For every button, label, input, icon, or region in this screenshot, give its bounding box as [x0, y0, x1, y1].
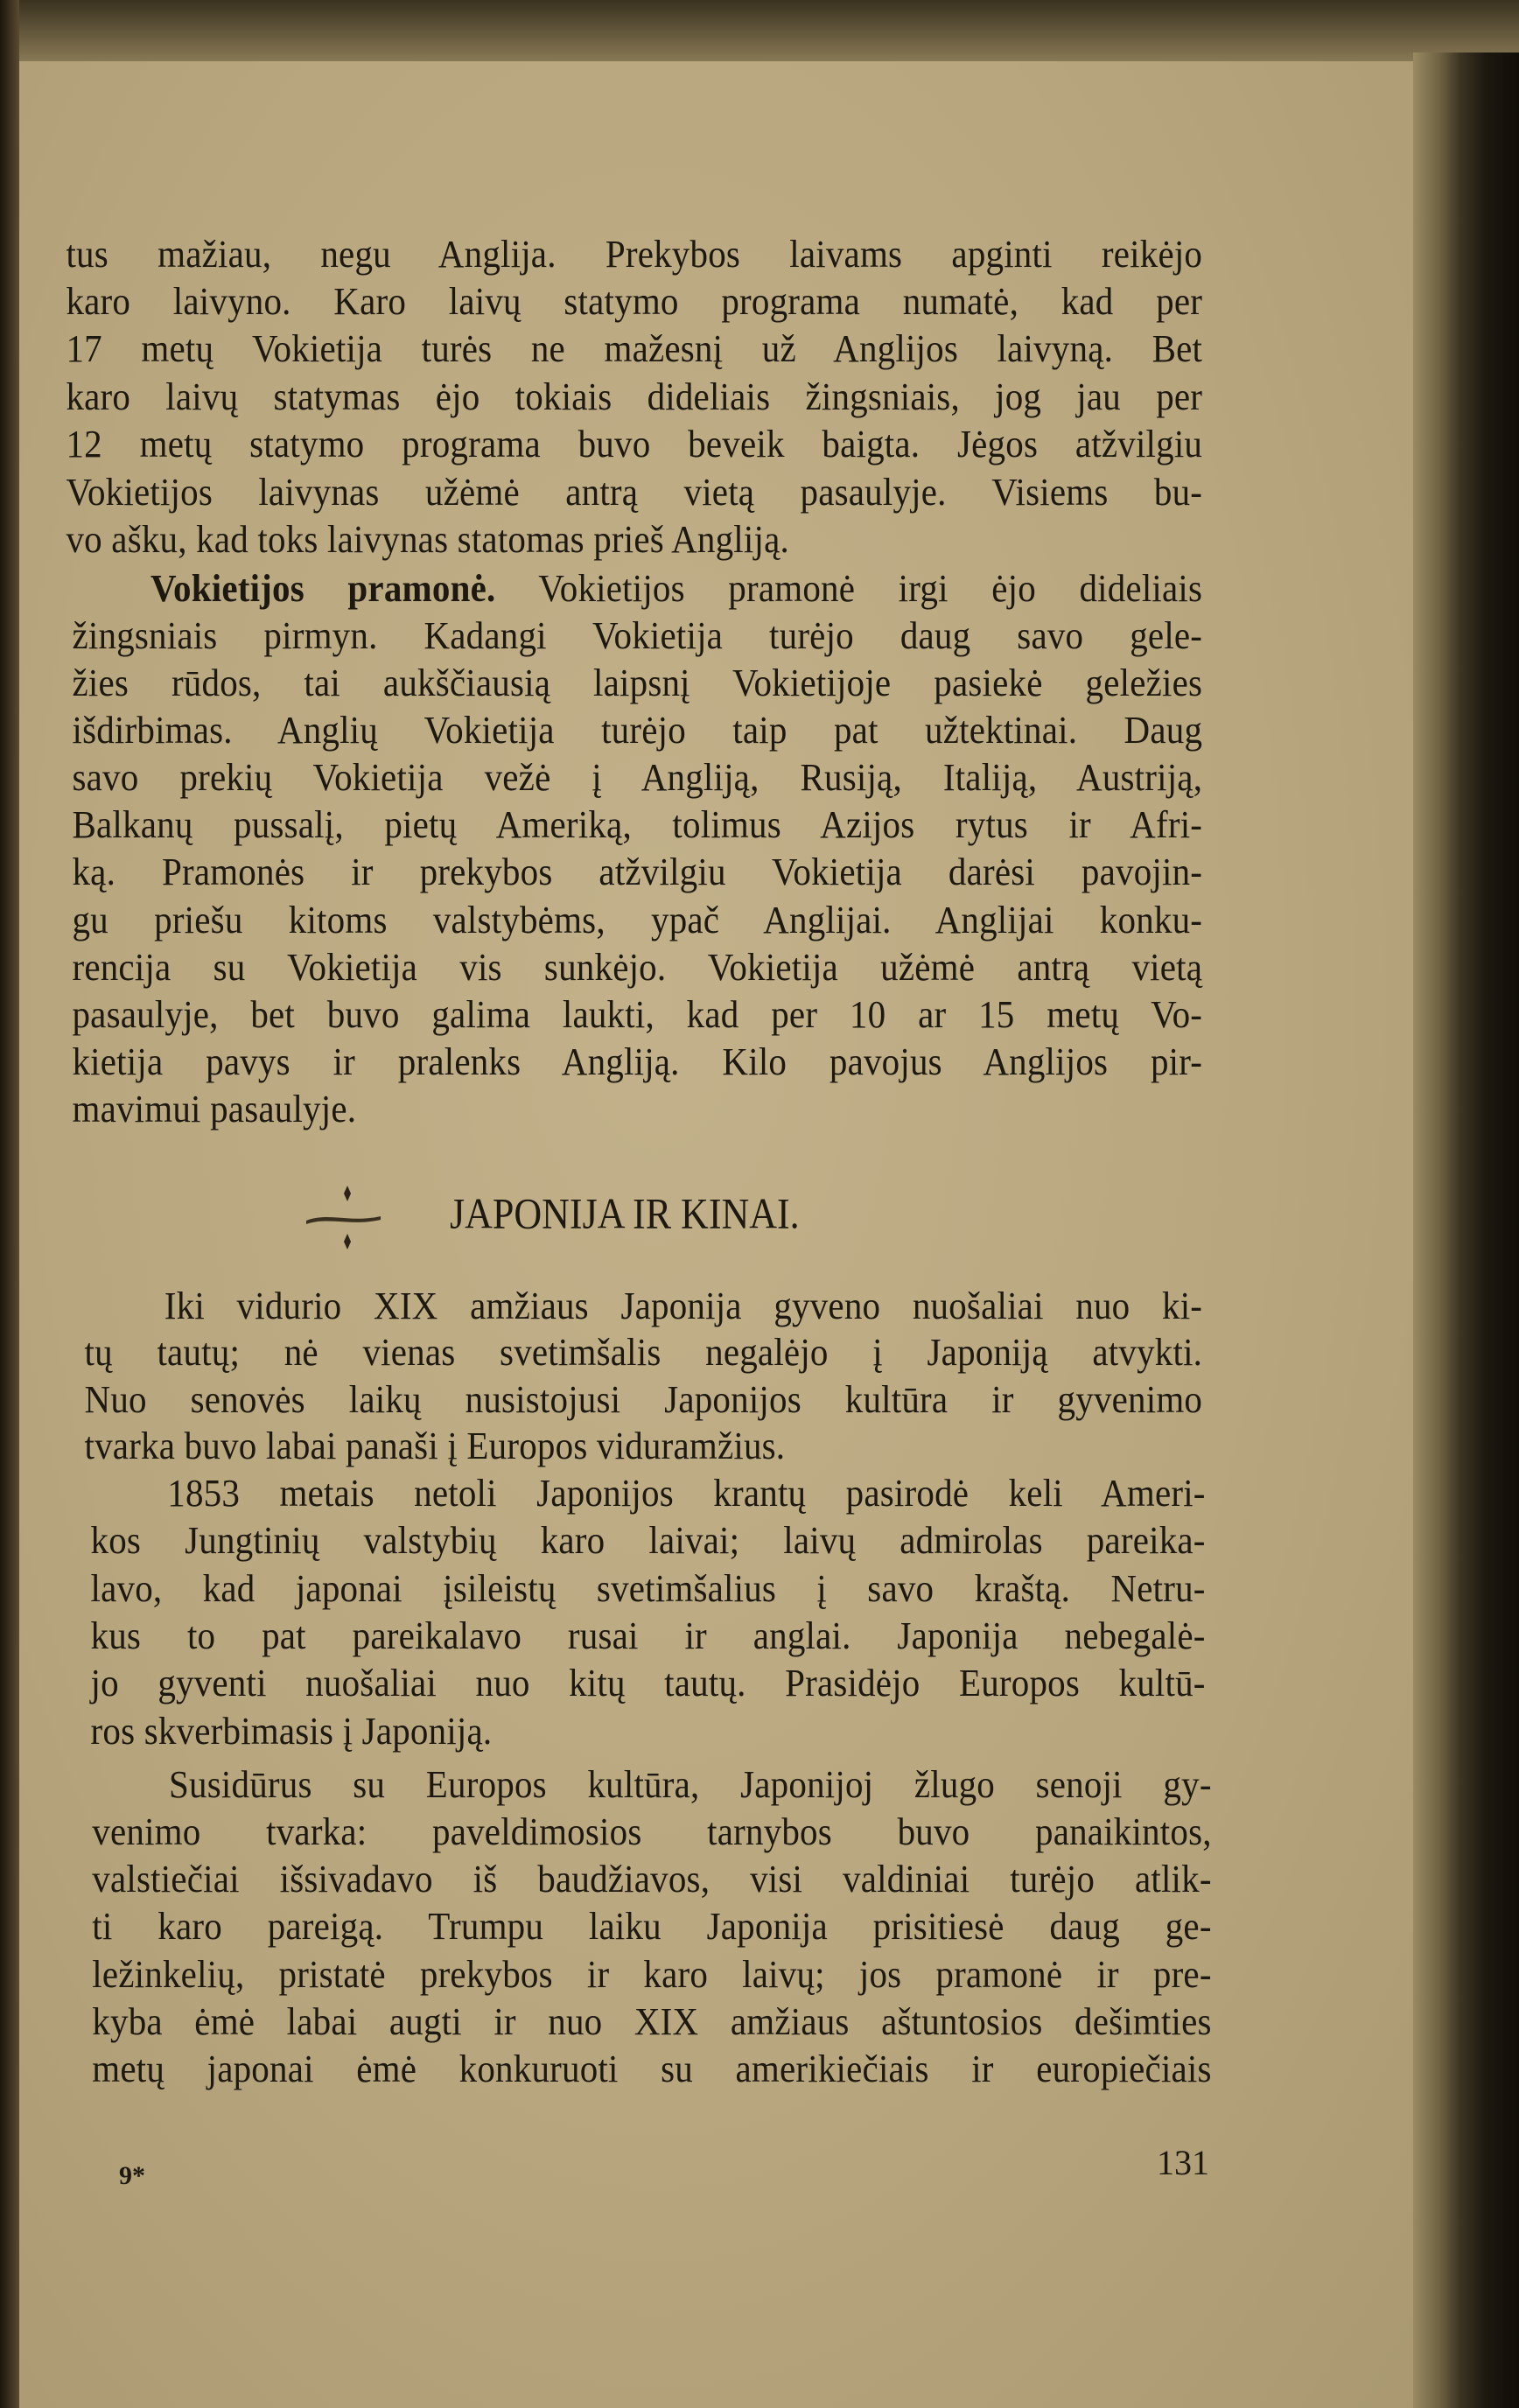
text-line: Vokietijos laivynas užėmė antrą vietą pasaulyje. Visiems bu- [66, 469, 1203, 514]
text-line: gu priešu kitoms valstybėms, ypač Anglijai. Anglijai konku- [72, 897, 1203, 942]
section-ornament-icon [298, 1181, 394, 1260]
text-line: Susidūrus su Europos kultūra, Japonijoj žlugo senoji gy- [169, 1762, 1212, 1807]
line-text: Vokietijos pramonė irgi ėjo dideliais [495, 566, 1203, 610]
text-line: žingsniais pirmyn. Kadangi Vokietija turėjo daug savo gele- [72, 613, 1203, 658]
page-spine-edge [1413, 52, 1519, 2408]
text-line: kus to pat pareikalavo rusai ir anglai. Japonija nebegalė- [90, 1614, 1206, 1657]
text-line: tvarka buvo labai panaši į Europos viduramžius. [84, 1424, 786, 1468]
text-line: valstiečiai išsivadavo iš baudžiavos, visi valdiniai turėjo atlik- [92, 1857, 1212, 1901]
scan-top-edge [0, 0, 1519, 63]
text-line: Nuo senovės laikų nusistojusi Japonijos kultūra ir gyvenimo [84, 1376, 1203, 1421]
text-line: Iki vidurio XIX amžiaus Japonija gyveno nuošaliai nuo ki- [164, 1283, 1203, 1327]
text-line: žies rūdos, tai aukščiausią laipsnį Vokietijoje pasiekė geležies [72, 661, 1203, 705]
text-line: 17 metų Vokietija turės ne mažesnį už Anglijos laivyną. Bet [66, 326, 1203, 371]
bold-lead-in: Vokietijos pramonė. [150, 566, 496, 610]
page-number: 131 [1157, 2143, 1209, 2182]
text-line: ti karo pareigą. Trumpu laiku Japonija prisitiesė daug ge- [92, 1904, 1212, 1949]
text-line: kos Jungtinių valstybių karo laivai; laivų admirolas pareika- [90, 1518, 1206, 1563]
scan-left-edge [0, 0, 19, 2408]
text-line: 12 metų statymo programa buvo beveik baigta. Jėgos atžvilgiu [66, 422, 1203, 466]
text-line: kietija pavys ir pralenks Angliją. Kilo pavojus Anglijos pir- [72, 1039, 1203, 1083]
text-line: kyba ėmė labai augti ir nuo XIX amžiaus aštuntosios dešimties [92, 1998, 1212, 2043]
signature-mark: 9* [119, 2161, 145, 2190]
text-line: tų tautų; nė vienas svetimšalis negalėjo į Japoniją atvykti. [84, 1330, 1203, 1375]
text-line: Balkanų pussalį, pietų Ameriką, tolimus Azijos rytus ir Afri- [72, 802, 1203, 847]
text-line: 1853 metais netoli Japonijos krantų pasirodė keli Ameri- [167, 1470, 1206, 1515]
text-line: ležinkelių, pristatė prekybos ir karo laivų; jos pramonė ir pre- [92, 1951, 1212, 1996]
text-line: venimo tvarka: paveldimosios tarnybos buvo panaikintos, [92, 1810, 1212, 1854]
text-line: lavo, kad japonai įsileistų svetimšalius į savo kraštą. Netru- [90, 1565, 1206, 1610]
text-line: išdirbimas. Anglių Vokietija turėjo taip pat užtektinai. Daug [72, 708, 1203, 752]
text-line: ką. Pramonės ir prekybos atžvilgiu Vokietija darėsi pavojin- [72, 850, 1203, 894]
text-line: karo laivyno. Karo laivų statymo programa numatė, kad per [66, 279, 1203, 323]
text-line: mavimui pasaulyje. [72, 1086, 357, 1130]
section-heading: JAPONIJA IR KINAI. [450, 1190, 800, 1238]
text-line: ros skverbimasis į Japoniją. [90, 1708, 493, 1753]
text-line: pasaulyje, bet buvo galima laukti, kad per 10 ar 15 metų Vo- [72, 991, 1203, 1036]
text-line: rencija su Vokietija vis sunkėjo. Vokietija užėmė antrą vietą [72, 944, 1203, 989]
text-line: tus mažiau, negu Anglija. Prekybos laivams apginti reikėjo [66, 231, 1203, 276]
text-line: savo prekių Vokietija vežė į Angliją, Rusiją, Italiją, Austriją, [72, 755, 1203, 800]
text-line [150, 563, 1202, 614]
text-line: karo laivų statymas ėjo tokiais dideliais žingsniais, jog jau per [66, 374, 1203, 418]
text-line: vo ašku, kad toks laivynas statomas prieš Angliją. [66, 517, 789, 561]
text-line: metų japonai ėmė konkuruoti su amerikiečiais ir europiečiais [92, 2046, 1212, 2090]
text-line: jo gyventi nuošaliai nuo kitų tautų. Prasidėjo Europos kultū- [90, 1661, 1206, 1705]
